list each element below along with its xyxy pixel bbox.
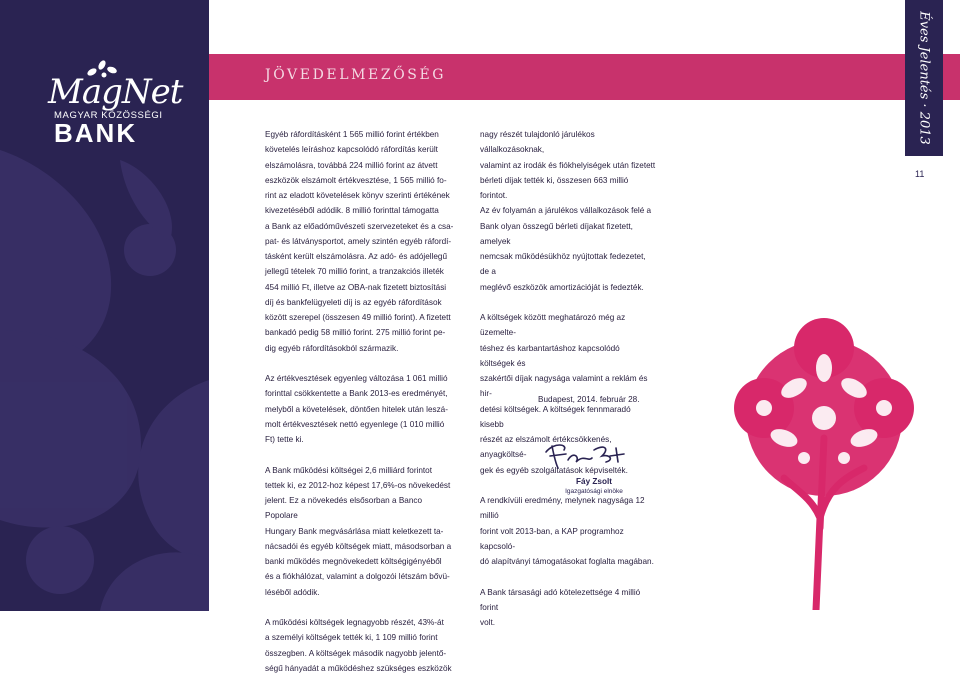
text-line: tettek ki, ez 2012-hoz képest 17,6%-os növekedést xyxy=(265,480,451,490)
text-line: nagy részét tulajdonló járulékos vállalkozásoknak, xyxy=(480,130,595,155)
text-line: Egyéb ráfordításként 1 565 millió forint értékben xyxy=(265,130,439,139)
signer-block xyxy=(534,477,654,495)
paragraph-gap xyxy=(480,295,656,310)
text-line: bankadó pedig 58 millió forint. 275 millió forint pe- xyxy=(265,328,446,338)
text-line: gek és egyéb szolgáltatások képviselték. xyxy=(480,465,628,475)
text-line: jelent. Ez a növekedés elsősorban a Banco Popolare xyxy=(265,496,423,521)
logo-bank-text: BANK xyxy=(54,118,138,148)
text-line: Az év folyamán a járulékos vállalkozások felé a xyxy=(480,206,652,216)
text-line: Hungary Bank megvásárlása miatt keletkezett ta- xyxy=(265,526,444,536)
text-line: a személyi költségek tették ki, 1 109 millió forint xyxy=(265,633,438,643)
text-line: Bank olyan összegű bérleti díjakat fizetett, amelyek xyxy=(480,221,633,246)
text-line: pat- és látványsportot, amely szintén egyéb ráfordí- xyxy=(265,236,452,246)
page-number: 11 xyxy=(915,169,925,179)
text-line: eszközök elszámolt értékvesztése, 1 565 millió fo- xyxy=(265,175,447,185)
text-line: detési költségek. A költségek fennmaradó kisebb xyxy=(480,404,631,429)
text-line: bérleti díjak tették ki, összesen 663 millió forintot. xyxy=(480,175,629,200)
paragraph-gap xyxy=(265,356,455,371)
logo-subtitle: MAGYAR KÖZÖSSÉGI xyxy=(54,110,163,121)
magnet-bank-logo xyxy=(48,60,183,148)
text-line: és a fiókhálózat, valamint a dolgozói létszám bővü- xyxy=(265,572,450,582)
logo-wordmark: MagNet xyxy=(48,72,183,112)
text-line: Ft) tette ki. xyxy=(265,435,304,444)
text-line: téshez és karbantartáshoz kapcsolódó költségek és xyxy=(480,343,620,368)
text-line: dig egyéb ráfordításokból származik. xyxy=(265,343,399,353)
section-banner xyxy=(209,54,960,100)
signature-date: Budapest, 2014. február 28. xyxy=(538,395,640,404)
left-sidebar xyxy=(0,0,209,611)
text-line: A működési költségek legnagyobb részét, 43%-át xyxy=(265,618,444,627)
text-line: volt. xyxy=(480,618,496,627)
text-line: között szerepel (összesen 49 millió forint). A fizetett xyxy=(265,313,451,322)
text-line: Az értékvesztések egyenleg változása 1 061 millió xyxy=(265,374,448,383)
text-line: szakértői díjak nagysága valamint a reklám és hir- xyxy=(480,374,648,399)
text-line: díj és bankfelügyeleti díj is az egyéb ráfordítások xyxy=(265,297,442,307)
text-line: 454 millió Ft, illetve az OBA-nak fizetett biztosítási xyxy=(265,282,447,292)
report-tab-label: Éves Jelentés · 2013 xyxy=(916,11,932,145)
section-title: JÖVEDELMEZŐSÉG xyxy=(265,67,447,83)
text-line: nácsadói és egyéb költségek miatt, másodsorban a xyxy=(265,541,452,551)
text-line: molt értékvesztések nettó egyenlege (1 010 millió xyxy=(265,419,445,429)
text-line: forint volt 2013-ban, a KAP programhoz kapcsoló- xyxy=(480,526,624,551)
text-line: A rendkívüli eredmény, melynek nagysága 12 millió xyxy=(480,496,645,521)
paragraph-gap xyxy=(480,569,656,584)
text-line: ségű hányadát a működéshez szükséges eszközök xyxy=(265,663,452,673)
text-line: valamint az irodák és fiókhelyiségek után fizetett xyxy=(480,160,656,170)
text-line: A Bank működési költségei 2,6 milliárd forintot xyxy=(265,465,433,475)
handwritten-signature xyxy=(544,440,628,470)
text-column-left xyxy=(265,127,455,676)
text-line: követelés leíráshoz kapcsolódó ráfordítás került xyxy=(265,145,438,155)
report-side-tab xyxy=(905,0,943,156)
text-line: dó alapítványi támogatásokat foglalta magában. xyxy=(480,557,654,566)
text-line: A költségek között meghatározó még az üzemelte- xyxy=(480,313,626,338)
text-line: banki működés megnövekedett költségigényéből xyxy=(265,557,442,566)
paragraph-gap xyxy=(265,600,455,615)
text-line: nemcsak működésükhöz nyújtottak fedezetet, de a xyxy=(480,252,646,277)
text-line: összegben. A költségek második nagyobb jelentő- xyxy=(265,648,447,658)
text-line: részét az elszámolt értékcsökkenés, anyagköltsé- xyxy=(480,435,612,460)
text-column-right xyxy=(480,127,656,630)
text-line: léséből adódik. xyxy=(265,587,320,597)
paragraph-gap xyxy=(265,447,455,462)
text-line: forinttal csökkentette a Bank 2013-es eredményét, xyxy=(265,389,448,399)
tree-illustration xyxy=(724,318,924,610)
signer-title: Igazgatósági elnöke xyxy=(565,488,623,495)
text-line: rint az eladott követelések könyv szerinti értékének xyxy=(265,191,450,200)
text-line: elszámolásra, továbbá 224 millió forint az átvett xyxy=(265,160,438,170)
text-line: meglévő eszközök amortizációját is fedezték. xyxy=(480,282,644,292)
text-line: A Bank társasági adó kötelezettsége 4 millió forint xyxy=(480,587,641,612)
text-line: melyből a követelések, döntően hitelek után leszá- xyxy=(265,404,448,414)
text-line: kivezetéséből adódik. 8 millió forinttal támogatta xyxy=(265,206,439,216)
text-line: tásként került elszámolásra. Az adó- és adójellegű xyxy=(265,252,448,261)
text-line: jellegű tételek 70 millió forint, a tranzakciós illeték xyxy=(265,267,444,277)
signer-name: Fáy Zsolt xyxy=(576,477,612,486)
text-line: a Bank az előadóművészeti szervezeteket és a csa- xyxy=(265,221,454,231)
